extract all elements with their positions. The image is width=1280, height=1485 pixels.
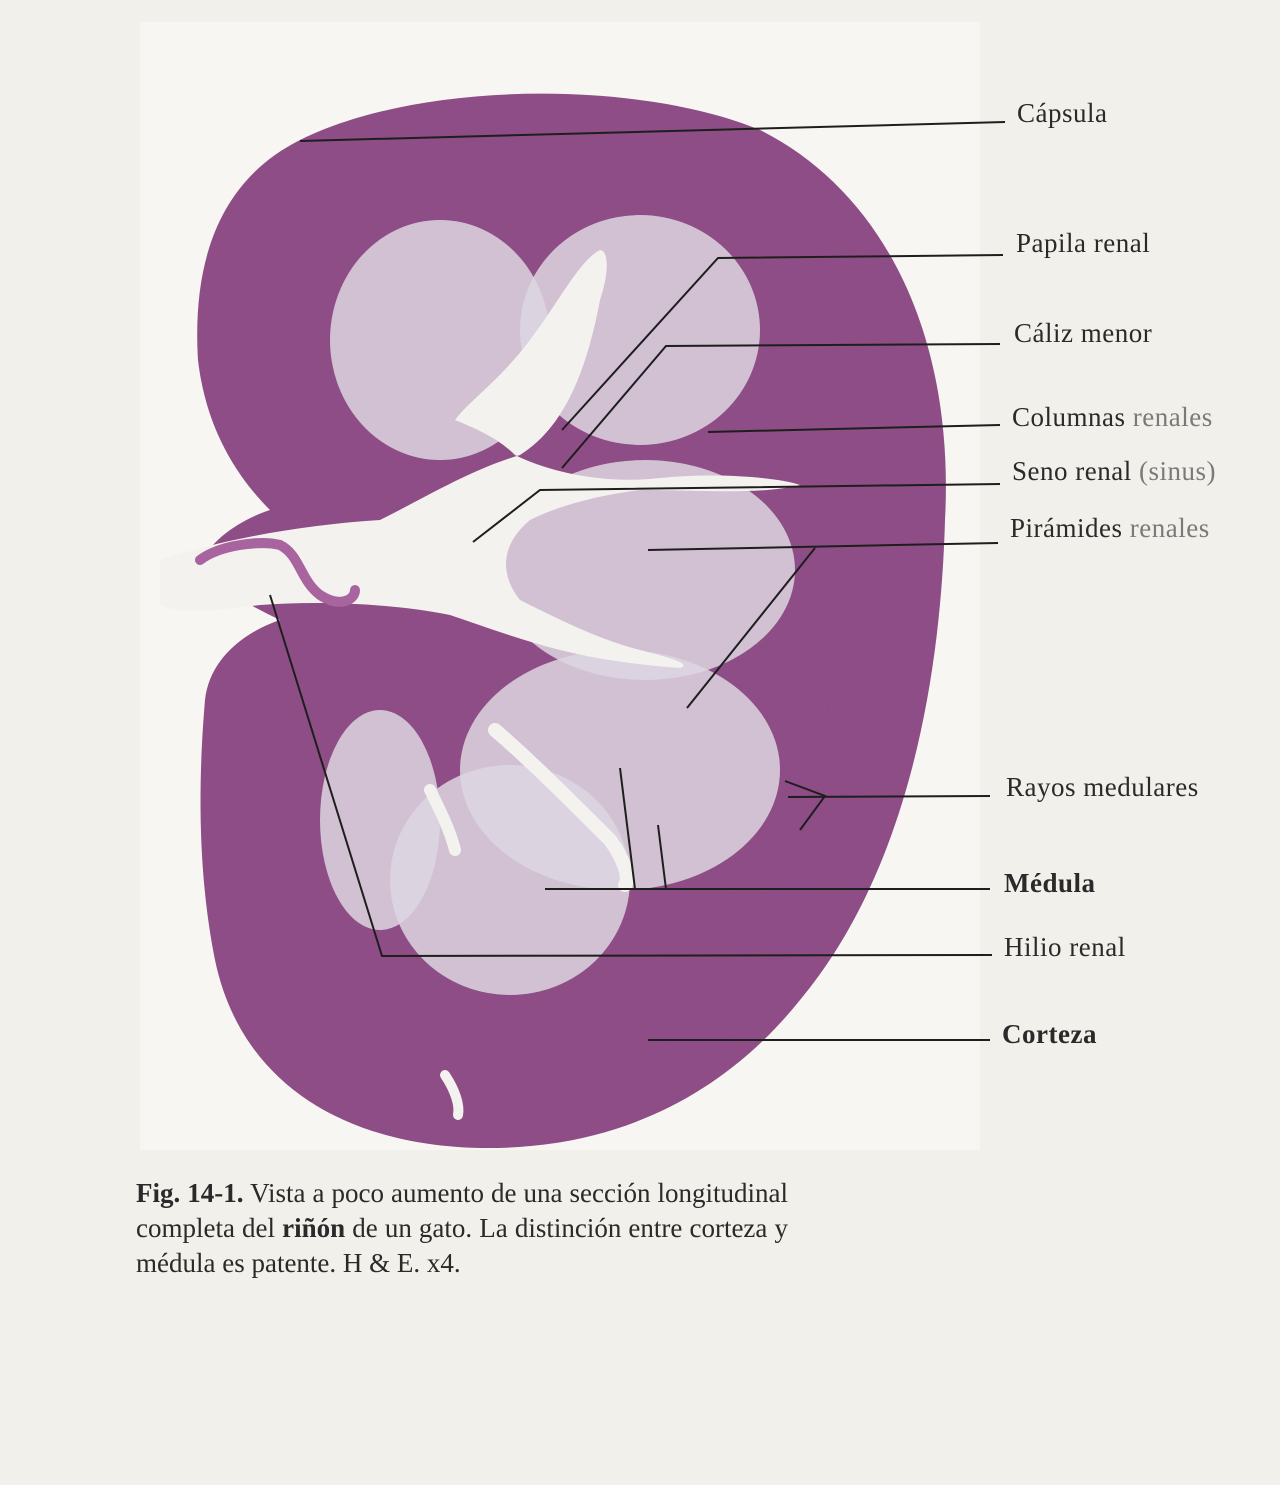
- caption-fig-label: Fig. 14-1.: [136, 1178, 244, 1208]
- label-seno-word: Seno renal: [1012, 456, 1132, 486]
- label-medula: Médula: [1004, 868, 1096, 898]
- label-piramides-renales-word: renales: [1129, 513, 1210, 543]
- label-piramides-word: Pirámides: [1010, 513, 1123, 543]
- leader-rayos: [788, 796, 990, 797]
- caption-bold-word: riñón: [282, 1213, 346, 1243]
- label-corteza: Corteza: [1002, 1019, 1097, 1049]
- label-hilio-renal: Hilio renal: [1004, 932, 1126, 962]
- pyramid-left-small: [320, 710, 440, 930]
- label-seno-renal: [1012, 456, 1216, 487]
- label-capsula: Cápsula: [1017, 98, 1108, 128]
- label-sinus-word: (sinus): [1138, 456, 1216, 486]
- label-columnas-word: Columnas: [1012, 402, 1126, 432]
- caption-text-1: Vista a poco aumento de una sección longitudinal completa del: [136, 1178, 788, 1243]
- figure-caption: [136, 1176, 788, 1281]
- label-caliz-menor: Cáliz menor: [1014, 318, 1153, 348]
- caption-text-2: de un gato. La distinción entre corteza y médula es patente. H & E. x4.: [136, 1213, 788, 1278]
- label-piramides-renales: [1010, 513, 1210, 544]
- label-papila-renal: Papila renal: [1016, 228, 1151, 258]
- label-columnas-renales-word: renales: [1132, 402, 1213, 432]
- label-rayos-medulares: Rayos medulares: [1006, 772, 1199, 802]
- label-columnas-renales: [1012, 402, 1213, 433]
